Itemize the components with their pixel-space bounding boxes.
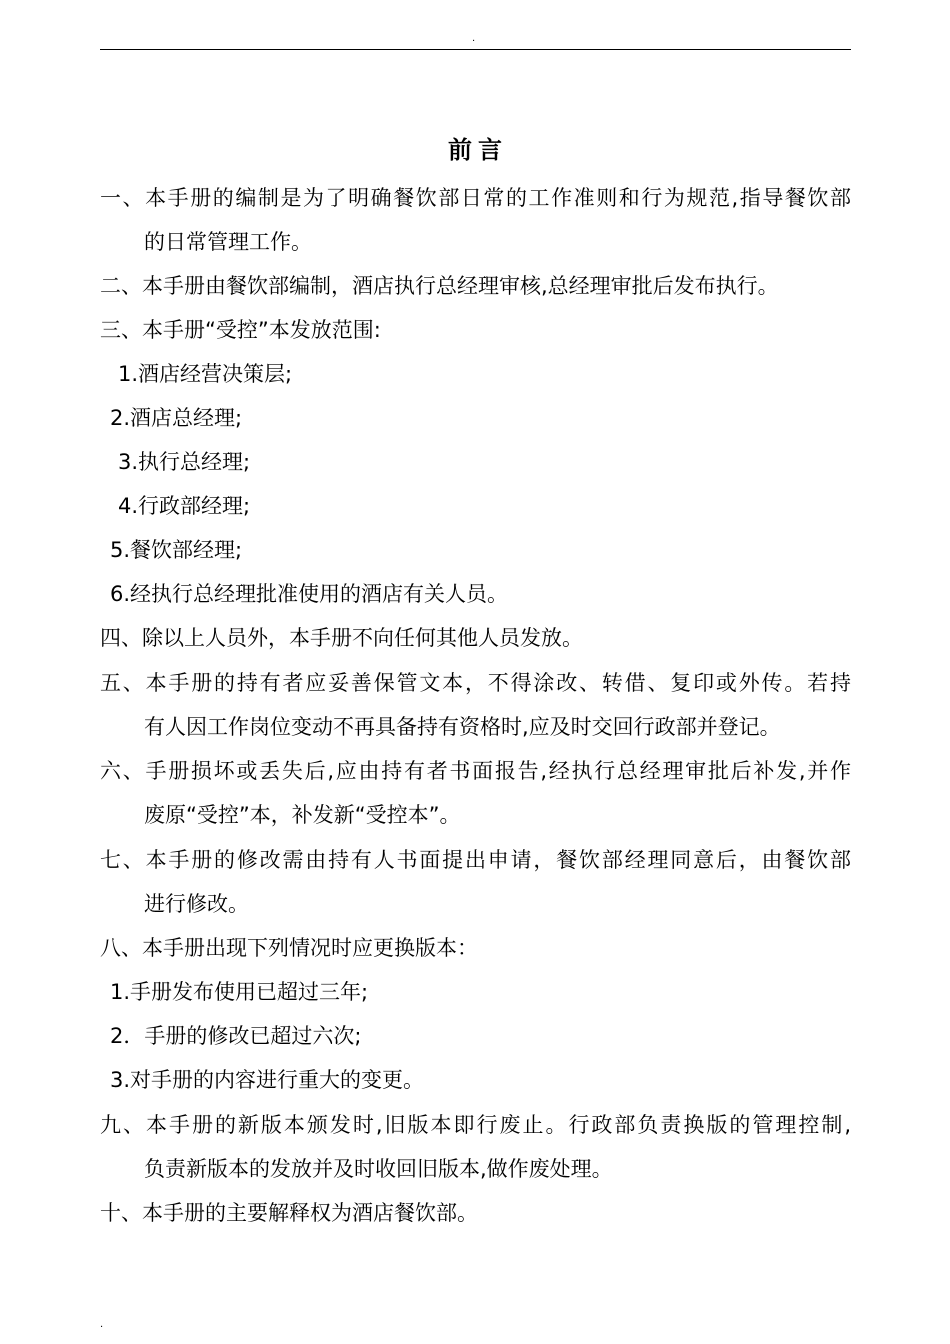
list-item-6: 6.经执行总经理批准使用的酒店有关人员。 — [110, 582, 509, 606]
header-mark: . — [472, 33, 476, 44]
header-rule — [100, 49, 851, 50]
paragraph-6-line-1: 六、手册损坏或丢失后,应由持有者书面报告,经执行总经理审批后补发,并作 — [100, 759, 851, 783]
list-item-2: 2.酒店总经理; — [110, 406, 243, 430]
paragraph-7-line-1: 七、本手册的修改需由持有人书面提出申请，餐饮部经理同意后，由餐饮部 — [100, 848, 851, 872]
list-item-5: 5.餐饮部经理; — [110, 538, 243, 562]
paragraph-8: 八、本手册出现下列情况时应更换版本： — [100, 936, 478, 960]
paragraph-6-line-2: 废原“受控”本，补发新“受控本”。 — [144, 803, 461, 827]
paragraph-9-line-1: 九、本手册的新版本颁发时,旧版本即行废止。行政部负责换版的管理控制, — [100, 1113, 851, 1137]
paragraph-1-line-2: 的日常管理工作。 — [144, 230, 312, 254]
list-item-8-1: 1.手册发布使用已超过三年; — [110, 980, 369, 1004]
paragraph-10: 十、本手册的主要解释权为酒店餐饮部。 — [100, 1201, 478, 1225]
list-item-8-3: 3.对手册的内容进行重大的变更。 — [110, 1068, 425, 1092]
paragraph-4: 四、除以上人员外，本手册不向任何其他人员发放。 — [100, 626, 583, 650]
paragraph-7-line-2: 进行修改。 — [144, 892, 249, 916]
paragraph-3: 三、本手册“受控”本发放范围: — [100, 318, 381, 342]
paragraph-9-line-2: 负责新版本的发放并及时收回旧版本,做作废处理。 — [144, 1157, 613, 1181]
page-title: 前言 — [448, 136, 508, 164]
list-item-1: 1.酒店经营决策层; — [118, 362, 293, 386]
paragraph-2: 二、本手册由餐饮部编制，酒店执行总经理审核,总经理审批后发布执行。 — [100, 274, 779, 298]
list-item-3: 3.执行总经理; — [118, 450, 251, 474]
footer-mark: . — [100, 1319, 104, 1330]
paragraph-1-line-1: 一、本手册的编制是为了明确餐饮部日常的工作准则和行为规范,指导餐饮部 — [100, 186, 851, 210]
paragraph-5-line-1: 五、本手册的持有者应妥善保管文本，不得涂改、转借、复印或外传。若持 — [100, 671, 851, 695]
list-item-4: 4.行政部经理; — [118, 494, 251, 518]
list-item-8-2: 2．手册的修改已超过六次; — [110, 1024, 362, 1048]
paragraph-5-line-2: 有人因工作岗位变动不再具备持有资格时,应及时交回行政部并登记。 — [144, 715, 781, 739]
